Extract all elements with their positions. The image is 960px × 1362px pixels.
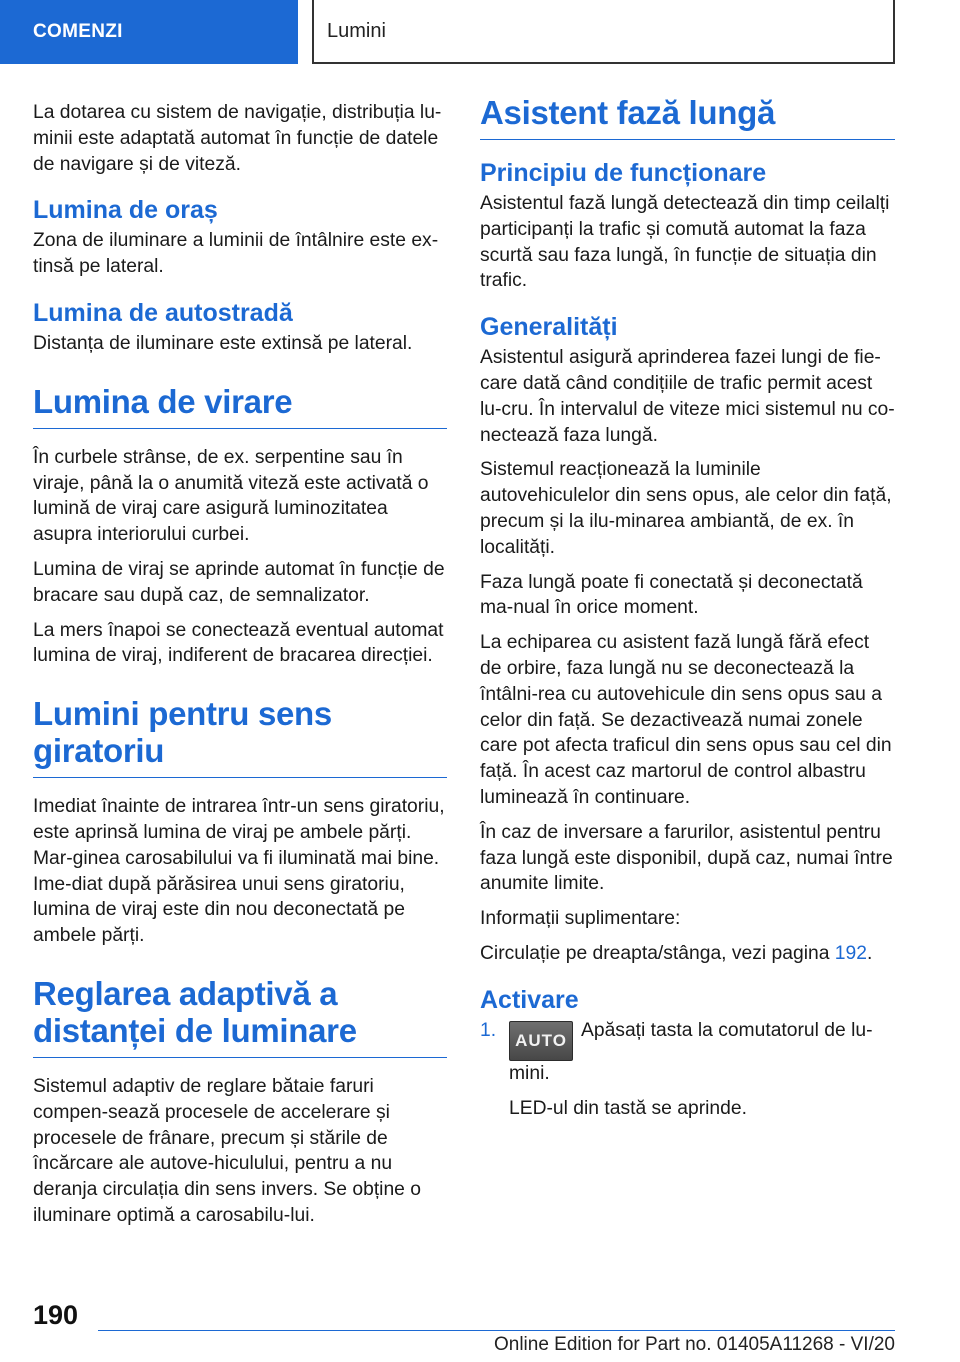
general-heading: Generalități <box>480 313 618 342</box>
page-number: 190 <box>33 1300 79 1330</box>
page-link[interactable]: 192 <box>834 942 867 964</box>
chapter-header <box>312 0 895 64</box>
general-p4: La echiparea cu asistent fază lungă fără efect de orbire, faza lungă nu se deconectează la întâlni-rea cu autovehicule din sens opus sau a celor din față. Se dezactivează numai zonele care pot afecta traficul din sens opus sau cel din față. În acest caz martorul de control albastru luminează în continuare. <box>480 632 892 808</box>
section-tab[interactable] <box>0 0 298 64</box>
step-1-instruction: Apăsați tasta la comutatorul de lu-mini. <box>509 1019 873 1084</box>
highway-light-text: Distanța de iluminare este extinsă pe lateral. <box>33 332 413 354</box>
city-light-text: Zona de iluminare a luminii de întâlnire este ex-tinsă pe lateral. <box>33 230 439 278</box>
step-1-text <box>509 1018 895 1087</box>
principle-text: Asistentul fază lungă detectează din timp ceilalți participanți la trafic și comută automat la faza scurtă sau faza lungă, în funcție de situația din trafic. <box>480 193 890 292</box>
highway-light-heading: Lumina de autostradă <box>33 298 293 327</box>
general-p2: Sistemul reacționează la luminile autovehiculelor din sens opus, ale celor din față, precum și la ilu-minarea ambiantă, de ex. în localități. <box>480 459 892 558</box>
edition-footer: Online Edition for Part no. 01405A11268 - VI/20 <box>493 1334 895 1355</box>
turn-light-p3: La mers înapoi se conectează eventual automat lumina de viraj, indiferent de bracarea direcției. <box>33 619 444 667</box>
right-column <box>480 94 895 1130</box>
city-light-heading: Lumina de oraș <box>33 196 218 225</box>
auto-button-icon: AUTO <box>509 1021 573 1061</box>
turn-light-p2: Lumina de viraj se aprinde automat în funcție de bracare sau după caz, de semnalizator. <box>33 558 445 606</box>
left-column <box>33 100 447 1238</box>
step-1-note: LED-ul din tastă se aprinde. <box>509 1097 747 1119</box>
general-p7 <box>480 941 895 967</box>
step-number: 1. <box>480 1019 497 1041</box>
footer-divider <box>98 1330 895 1331</box>
turn-light-heading: Lumina de virare <box>33 383 447 429</box>
cross-reference-end: . <box>866 942 873 964</box>
cross-reference-text: Circulație pe dreapta/stânga, vezi pagina <box>480 942 835 964</box>
general-p1: Asistentul asigură aprinderea fazei lungi de fie-care dată când condițiile de trafic permit acest lu-cru. În intervalul de viteze mici sistemul nu co-nectează faza lungă. <box>480 347 895 446</box>
roundabout-text: Imediat înainte de intrarea într-un sens giratoriu, este aprinsă lumina de viraj pe ambele părți. Mar-ginea carosabilului va fi iluminată mai bine. Ime-diat după părăsirea unui sens giratoriu, lumina de viraj este din nou deconectată pe ambele părți. <box>33 796 445 947</box>
section-label: COMENZI <box>33 21 123 42</box>
step-1 <box>480 1018 895 1122</box>
adaptive-range-text: Sistemul adaptiv de reglare bătaie faruri compen-sează procesele de accelerare și procesele de frânare, precum și stările de încărcare ale autove-hiculului, pentru a nu deranja circulația din sens invers. Se obține o iluminare optimă a carosabilu-lui. <box>33 1075 421 1226</box>
activation-heading: Activare <box>480 985 579 1014</box>
high-beam-assistant-heading: Asistent fază lungă <box>480 94 895 140</box>
adaptive-range-heading: Reglarea adaptivă a distanței de luminare <box>33 975 447 1058</box>
principle-heading: Principiu de funcționare <box>480 159 767 187</box>
general-p3: Faza lungă poate fi conectată și deconectată ma-nual în orice moment. <box>480 571 863 619</box>
general-p6: Informații suplimentare: <box>480 908 681 930</box>
roundabout-heading: Lumini pentru sens giratoriu <box>33 695 447 778</box>
intro-paragraph: La dotarea cu sistem de navigație, distribuția lu-minii este adaptată automat în funcție de datele de navigare și de viteză. <box>33 102 442 175</box>
chapter-label: Lumini <box>327 19 386 42</box>
turn-light-p1: În curbele strânse, de ex. serpentine sau în viraje, până la o anumită viteză este activată o lumină de viraj care asigură luminozitatea asupra interiorului curbei. <box>33 446 429 546</box>
general-p5: În caz de inversare a farurilor, asistentul pentru faza lungă este disponibil, după caz, numai între anumite limite. <box>480 821 893 895</box>
